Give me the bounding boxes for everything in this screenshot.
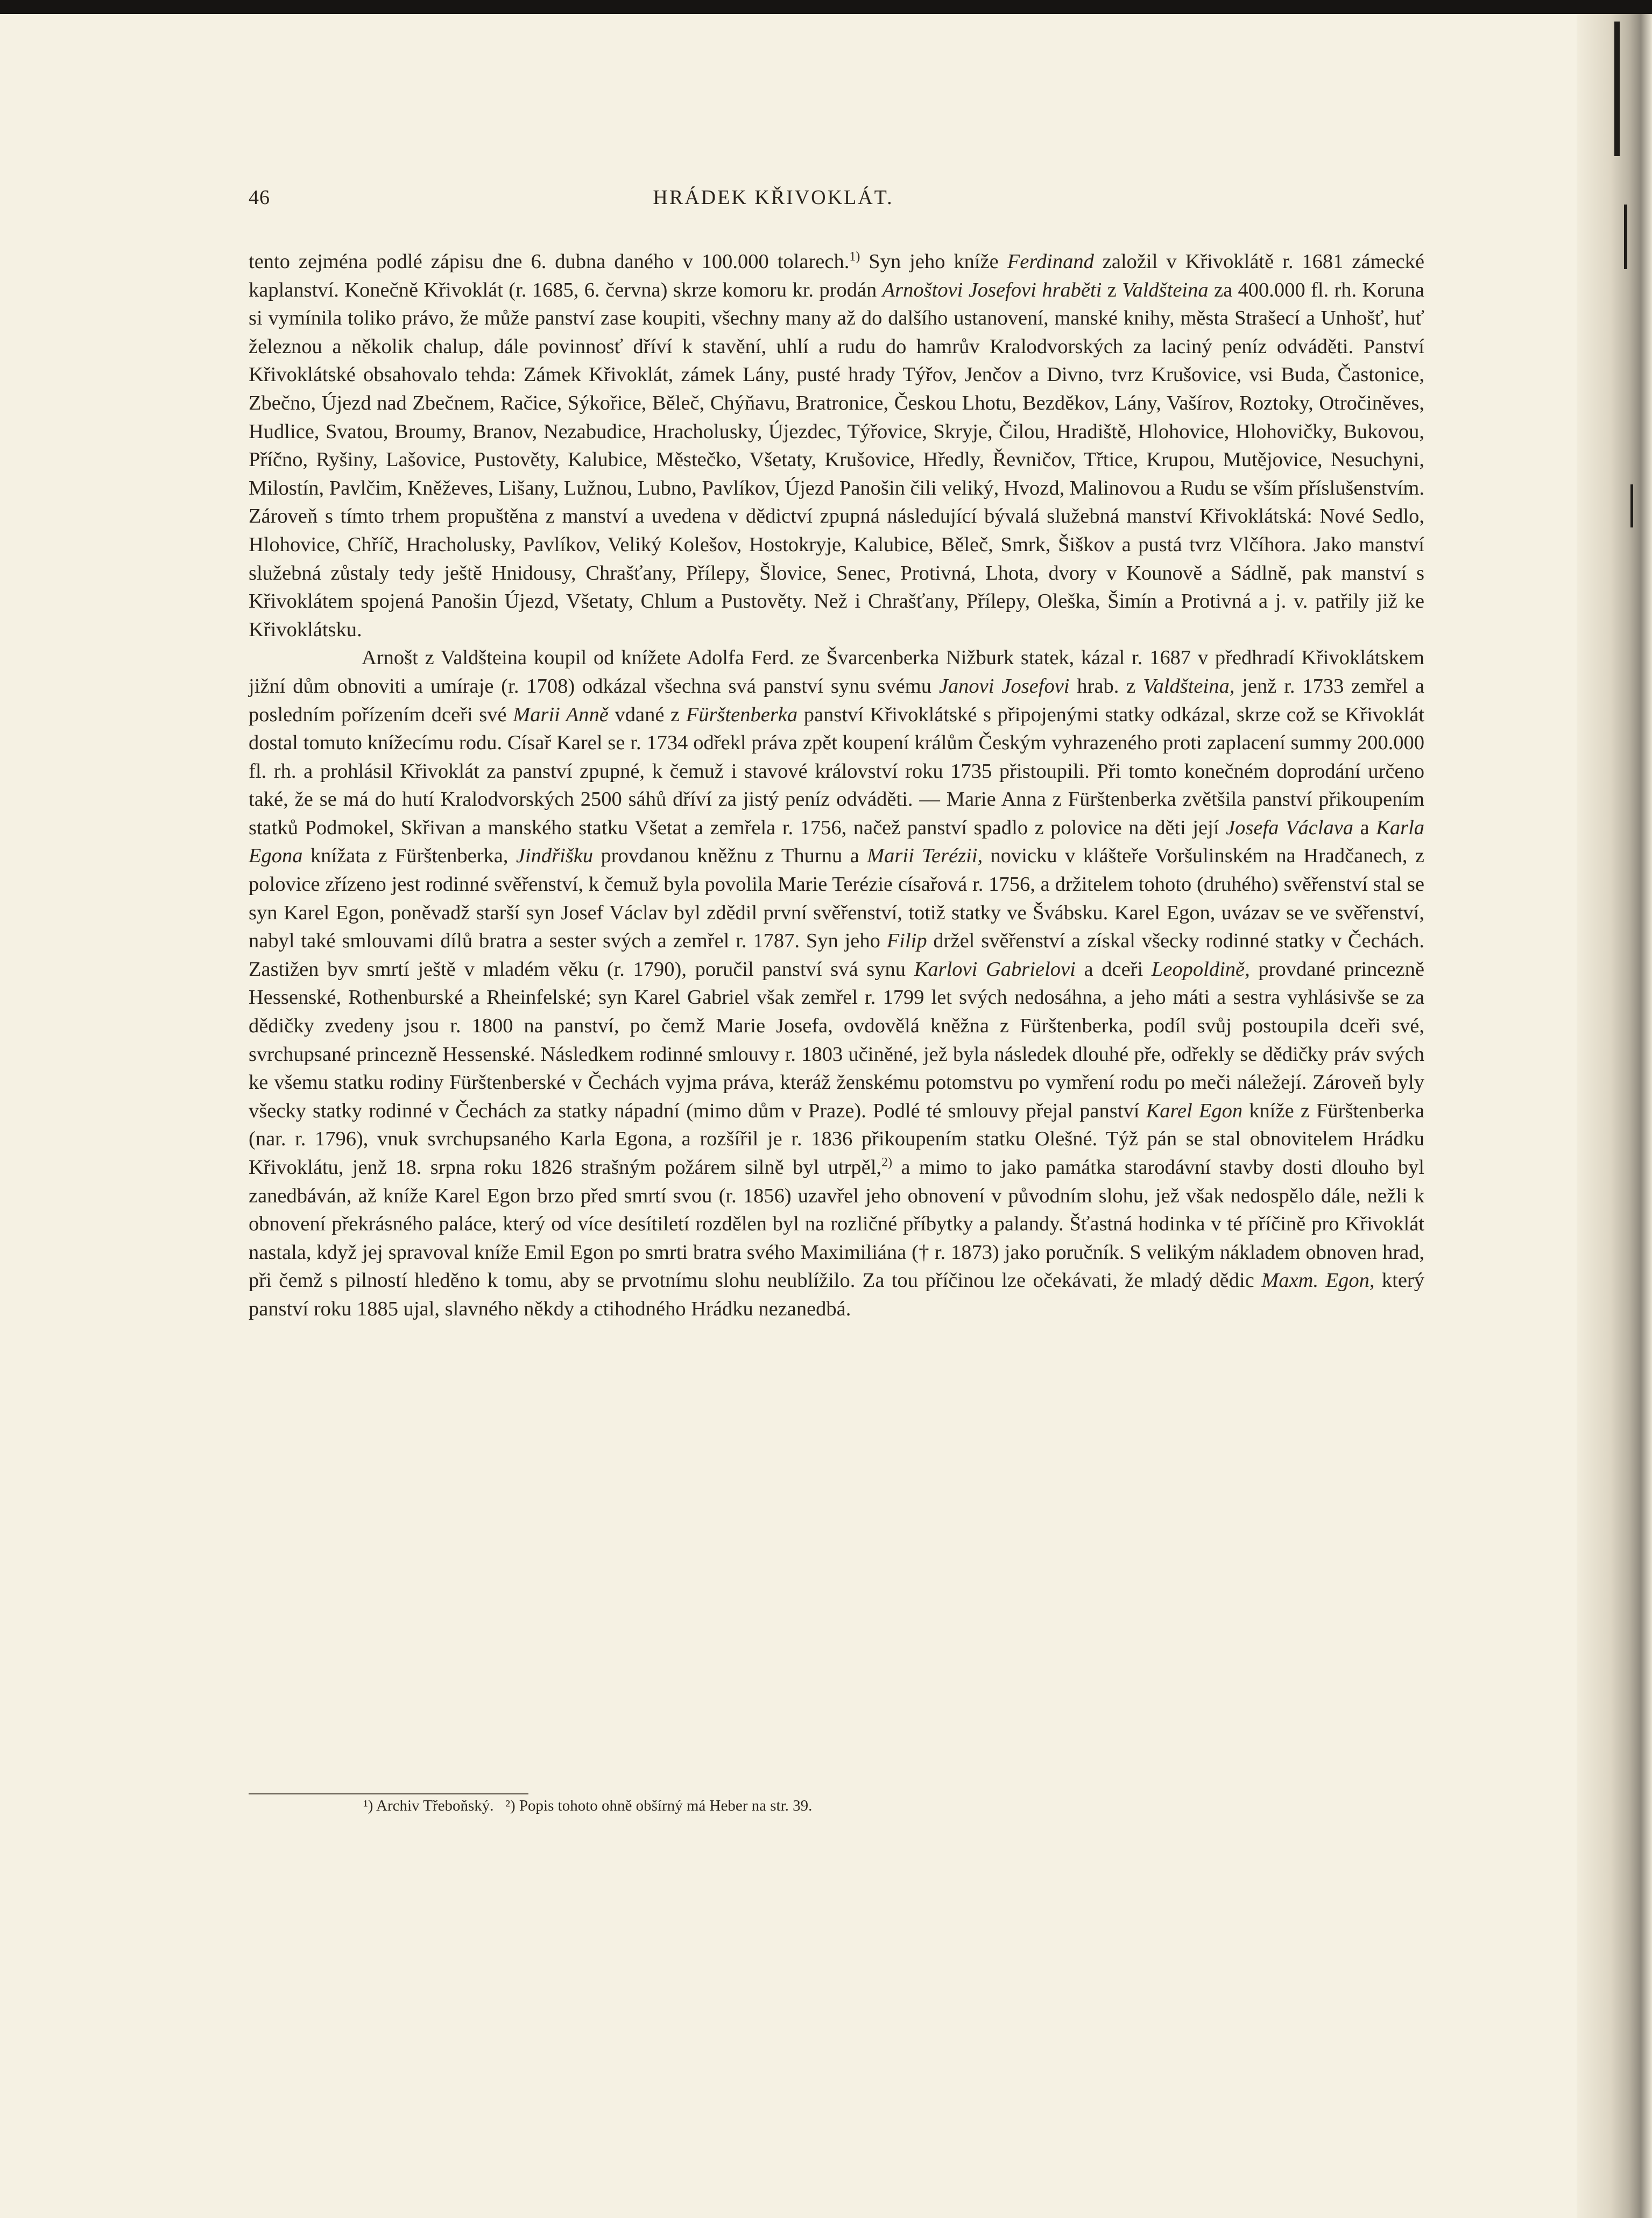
italic-name: Ferdinand xyxy=(1007,250,1094,273)
text-run: z xyxy=(1102,278,1122,301)
italic-name: Janovi Josefovi xyxy=(938,674,1070,698)
italic-name: Maxm. Egon, xyxy=(1261,1269,1375,1292)
spine-mark xyxy=(1614,22,1620,156)
paragraph-1 xyxy=(249,248,1424,644)
italic-name: Arnoštovi Josefovi hraběti xyxy=(882,278,1102,301)
footnote-reference: 2) xyxy=(881,1156,893,1170)
footnote-reference: 1) xyxy=(849,250,860,264)
text-run: panství Křivoklátské s připojenými statky odkázal, skrze což se Křivoklát dostal tomuto knížecímu rodu. Císař Karel se r. 1734 odřekl práva zpět koupení králům Českým vyhrazeného proti zaplacení summy 200.000 fl. rh. a prohlásil Křivoklát za panství zpupné, k čemuž i stavové království roku 1735 přistoupili. Při tomto konečném doprodání určeno také, že se má do hutí Kralodvorských 2500 sáhů dříví za jistý peníz odváděti. — Marie Anna z Fürštenberka zvětšila panství přikoupením statků Podmokel, Skřivan a manského statku Všetat a zemřela r. 1756, načež panství spadlo z polovice na děti její xyxy=(249,703,1425,839)
text-run: který panství roku 1885 ujal, slavného někdy a ctihodného Hrádku nezanedbá. xyxy=(249,1269,1425,1320)
page-number: 46 xyxy=(249,186,270,209)
text-run: za 400.000 fl. rh. Koruna si vymínila toliko právo, že může panství zase koupiti, všechny many až do dalšího ustanovení, manské knihy, města Strašecí a Unhošť, huť železnou a několik chalup, dále povinnosť dříví k stavění, uhlí a rudu do hamrův Kralodvorských za laciný peníz odváděti. Panství Křivoklátské obsahovalo tehda: Zámek Křivoklát, zámek Lány, pusté hrady Týřov, Jenčov a Divno, tvrz Krušovice, vsi Buda, Častonice, Zbečno, Újezd nad Zbečnem, Račice, Sýkořice, Běleč, Chýňavu, Bratronice, Českou Lhotu, Bezděkov, Lány, Vašírov, Roztoky, Otročiněves, Hudlice, Svatou, Broumy, Branov, Nezabudice, Hracholusky, Újezdec, Týřovice, Skryje, Čilou, Hradiště, Hlohovice, Hlohovičky, Bukovou, Příčno, Ryšiny, Lašovice, Pustověty, Kalubice, Městečko, Všetaty, Krušovice, Hředly, Řevničov, Třtice, Krupou, Mutějovice, Nesuchyni, Milostín, Pavlčim, Kněževes, Lišany, Lužnou, Lubno, Pavlíkov, Újezd Panošin čili veliký, Hvozd, Malinovou a Rudu se vším příslušenstvím. Zároveň s tímto trhem propuštěna z manství a uvedena v dědictví zpupná následující bývalá služebná manství Křivoklátská: Nové Sedlo, Hlohovice, Chříč, Hracholusky, Pavlíkov, Veliký Kolešov, Hostokryje, Kalubice, Běleč, Smrk, Šiškov a pustá tvrz Vlčíhora. Jako manství služebná zůstaly tedy ještě Hnidousy, Chrašťany, Přílepy, Šlovice, Senec, Protivná, Lhota, dvory v Kounově a Sádlně, pak manství s Křivoklátem spojená Panošin Újezd, Všetaty, Chlum a Pustověty. Než i Chrašťany, Přílepy, Oleška, Šimín a Protivná a j. v. patřily již ke Křivoklátsku. xyxy=(249,278,1424,641)
text-run: tento zejména podlé zápisu dne 6. dubna daného v 100.000 tolarech. xyxy=(249,250,850,273)
text-run: hrab. z xyxy=(1069,674,1143,698)
footnotes xyxy=(363,1794,1224,1818)
text-run: vdané z xyxy=(608,703,686,726)
italic-name: Josefa Václava xyxy=(1226,816,1354,839)
book-binding-shadow xyxy=(1577,14,1652,2218)
italic-name: Karel Egon xyxy=(1146,1099,1243,1122)
text-run: jenž r. 1733 zemřel a posledním pořízením dceři své xyxy=(249,674,1425,726)
page-title: HRÁDEK KŘIVOKLÁT. xyxy=(653,186,894,209)
italic-name: Karla Egona xyxy=(249,816,1425,868)
text-run: založil v Křivoklátě r. 1681 zámecké kaplanství. Konečně Křivoklát (r. 1685, 6. června) skrze komoru kr. prodán xyxy=(249,250,1425,301)
text-run: novicku v klášteře Voršulinském na Hradčanech, z polovice zřízeno jest rodinné svěřenství, k čemuž byla povolila Marie Terézie císařová r. 1756, a držitelem tohoto (druhého) svěřenství stal se syn Karel Egon, poněvadž starší syn Josef Václav byl zdědil první svěřenství, totiž statky ve Švábsku. Karel Egon, uvázav se ve svěřenství, nabyl také smlouvami dílů bratra a sester svých a zemřel r. 1787. Syn jeho xyxy=(249,844,1425,953)
text-run: knížata z Fürštenberka, xyxy=(302,844,516,868)
italic-name: Fürštenberka xyxy=(686,703,798,726)
italic-name: Filip xyxy=(886,930,927,953)
text-run: provdanou kněžnu z Thurnu a xyxy=(593,844,867,868)
footnote-2-marker: ²) xyxy=(505,1797,516,1814)
text-run: a dceři xyxy=(1075,957,1152,981)
scan-top-edge xyxy=(0,0,1652,14)
text-run: držel svěřenství a získal všecky rodinné statky v Čechách. Zastižen byv smrtí ještě v mladém věku (r. 1790), poručil panství svá synu xyxy=(249,930,1424,981)
text-run: Syn jeho kníže xyxy=(860,250,1007,273)
italic-name: Leopoldině, xyxy=(1151,957,1250,981)
text-run: a xyxy=(1353,816,1376,839)
spine-mark xyxy=(1624,205,1627,269)
text-run: a mimo to jako památka starodávní stavby dosti dlouho byl zanedbáván, až kníže Karel Egon brzo před smrtí svou (r. 1856) uzavřel jeho obnovení v původním slohu, jež však nedospělo dále, nežli k obnovení překrásného paláce, který od více desítiletí rozdělen byl na rozličné příbytky a palandy. Šťastná hodinka v té příčině pro Křivoklát nastala, když jej spravoval kníže Emil Egon po smrti bratra svého Maximiliána († r. 1873) jako poručník. S velikým nákladem obnoven hrad, při čemž s pilností hleděno k tomu, aby se prvotnímu slohu neublížilo. Za tou příčinou lze očekávati, že mladý dědic xyxy=(249,1156,1424,1292)
text-run: provdané princezně Hessenské, Rothenburské a Rheinfelské; syn Karel Gabriel však zemřel r. 1799 let svých nedosáhna, a jeho máti a sestra vyhlásivše se za dědičky zvedeny jsou r. 1800 na panství, po čemž Marie Josefa, ovdovělá kněžna z Fürštenberka, podíl svůj postoupila dceři své, svrchupsané princezně Hessenské. Následkem rodinné smlouvy r. 1803 učiněné, jež byla následek dlouhé pře, odřekly se dědičky práv svých ke všemu statku rodiny Fürštenberské v Čechách vyjma práva, kteráž ženskému potomstvu po vymření rodu po meči náležejí. Zároveň byly všecky statky rodinné v Čechách za statky nápadní (mimo dům v Praze). Podlé té smlouvy přejal panství xyxy=(249,957,1424,1122)
footnote-2-text: Popis tohoto ohně obšírný má Heber na str. 39. xyxy=(519,1797,813,1814)
text-run: kníže z Fürštenberka (nar. r. 1796), vnuk svrchupsaného Karla Egona, a rozšířil je r. 1836 přikoupením statku Olešné. Týž pán se stal obnovitelem Hrádku Křivoklátu, jenž 18. srpna roku 1826 strašným požárem silně byl utrpěl, xyxy=(249,1099,1424,1179)
italic-name: Marii Anně xyxy=(513,703,609,726)
body-text xyxy=(249,248,1424,1323)
running-head xyxy=(249,186,1298,218)
italic-name: Marii Terézii, xyxy=(867,844,983,868)
italic-name: Valdšteina, xyxy=(1143,674,1235,698)
footnote-1-text: Archiv Třeboňský. xyxy=(376,1797,494,1814)
spine-mark xyxy=(1630,484,1633,527)
paragraph-2 xyxy=(249,644,1424,1323)
italic-name: Karlovi Gabrielovi xyxy=(914,957,1076,981)
text-run: Arnošt z Valdšteina koupil od knížete Adolfa Ferd. ze Švarcenberka Nižburk statek, kázal r. 1687 v předhradí Křivoklátskem jižní dům obnoviti a umíraje (r. 1708) odkázal všechna svá panství synu svému xyxy=(249,646,1424,698)
italic-name: Jindřišku xyxy=(516,844,594,868)
italic-name: Valdšteina xyxy=(1122,278,1209,301)
footnote-1-marker: ¹) xyxy=(363,1797,373,1814)
